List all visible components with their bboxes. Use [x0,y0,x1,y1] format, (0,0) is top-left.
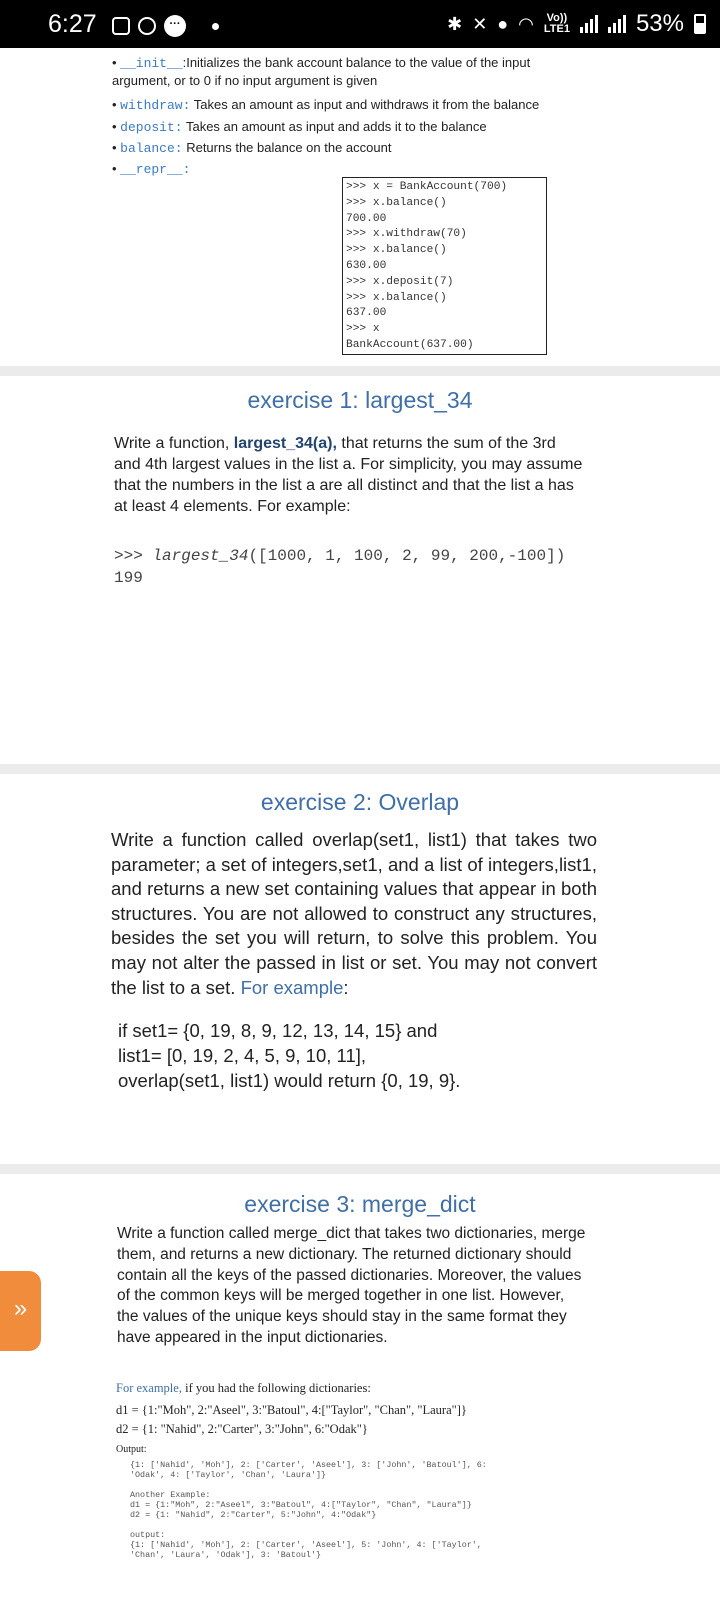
exercise1-example-result: 199 [114,569,143,587]
battery-percent: 53% [635,10,684,37]
battery-icon [694,14,706,34]
bank-code-example: >>> x = BankAccount(700) >>> x.balance() 700.00 >>> x.withdraw(70) >>> x.balance() 630.00 >>> x.deposit(7) >>> x.balance() 637.00 >>> x BankAccount(637.00) [342,177,547,355]
exercise1-section [0,376,720,764]
more-notifications-icon: ··· [164,15,186,37]
exercise3-output: {1: ['Nahid', 'Moh'], 2: ['Carter', 'Aseel'], 3: ['John', 'Batoul'], 6: 'Odak', 4: ['Taylor', 'Chan', 'Laura']} [130,1460,487,1480]
signal-2-icon [608,15,626,33]
exercise3-output2: output: {1: ['Nahid', 'Moh'], 2: ['Carter', 'Aseel'], 5: 'John', 4: ['Taylor', 'Chan', 'Laura', 'Odak'], 3: 'Batoul'} [130,1530,482,1560]
exercise2-example-line: if set1= {0, 19, 8, 9, 12, 13, 14, 15} and [118,1020,438,1041]
bullet-balance: • balance: Returns the balance on the account [112,140,392,156]
exercise3-d2: d2 = {1: "Nahid", 2:"Carter", 3:"John", 6:"Odak"} [116,1422,368,1436]
network-type: Vo)) LTE1 [543,12,570,35]
wifi-icon: ◠ [518,13,534,34]
gallery-notification-icon [112,17,130,35]
bullet-deposit: • deposit: Takes an amount as input and adds it to the balance [112,119,487,135]
exercise2-example-line: list1= [0, 19, 2, 4, 5, 9, 10, 11], [118,1045,367,1066]
exercise3-d1: d1 = {1:"Moh", 2:"Aseel", 3:"Batoul", 4:["Taylor", "Chan", "Laura"]} [116,1403,467,1417]
exercise1-title: exercise 1: largest_34 [247,387,473,413]
notification-dot-icon [212,23,219,30]
expand-side-panel-button[interactable] [0,1271,41,1351]
bullet-repr: • __repr__: [112,161,191,177]
exercise3-for-example: For example, if you had the following dictionaries: [116,1381,371,1395]
exercise3-description: Write a function called merge_dict that takes two dictionaries, merge them, and returns a new dictionary. The returned dictionary should contain all the keys of the passed dictionaries. Moreover, the values of the common keys will be merged together in one list. However, the values of the unique keys should stay in the same format they have appeared in the input dictionaries. [117,1225,586,1346]
clock: 6:27 [48,10,97,38]
bullet-init-continued: argument, or to 0 if no input argument is given [112,73,378,88]
double-chevron-right-icon: » [13,1295,28,1322]
exercise3-another-example: Another Example: d1 = {1:"Moh", 2:"Aseel", 3:"Batoul", 4:["Taylor", "Chan", "Laura"]} d2 = {1: "Nahid", 2:"Carter", 5:"John", 4:"Odak"} [130,1490,472,1520]
exercise3-section [0,1174,720,1600]
exercise2-example-line: overlap(set1, list1) would return {0, 19, 9}. [118,1070,461,1091]
exercise3-title: exercise 3: merge_dict [244,1191,476,1217]
exercise1-description: Write a function, largest_34(a), that returns the sum of the 3rd and 4th largest values in the list a. For simplicity, you may assume that the numbers in the list a are all distinct and that the list a has at least 4 elements. For example: [114,435,583,515]
exercise3-output-label: Output: [116,1444,147,1455]
bluetooth-icon: ✱ [447,13,463,34]
bullet-init: • __init__:Initializes the bank account balance to the value of the input [112,55,531,71]
instagram-notification-icon [138,17,156,35]
exercise2-description: Write a function called overlap(set1, list1) that takes two parameter; a set of integers,set1, and a list of integers,list1, and returns a new set containing values that appear in both structures. You are not allowed to construct any structures, besides the set you will return, to solve this problem. You may not alter the passed in list or set. You may not convert the list to a set. For example: [111,829,597,998]
exercise2-title: exercise 2: Overlap [260,789,460,815]
bullet-withdraw: • withdraw: Takes an amount as input and withdraws it from the balance [112,97,540,113]
mute-icon: ✕ [472,13,488,34]
location-icon: ● [497,13,509,34]
exercise1-example-call: >>> largest_34([1000, 1, 100, 2, 99, 200,-100]) [114,547,566,565]
status-bar [0,0,720,48]
signal-icon [580,15,598,33]
exercise2-section [0,774,720,1164]
bank-account-section [0,48,720,366]
